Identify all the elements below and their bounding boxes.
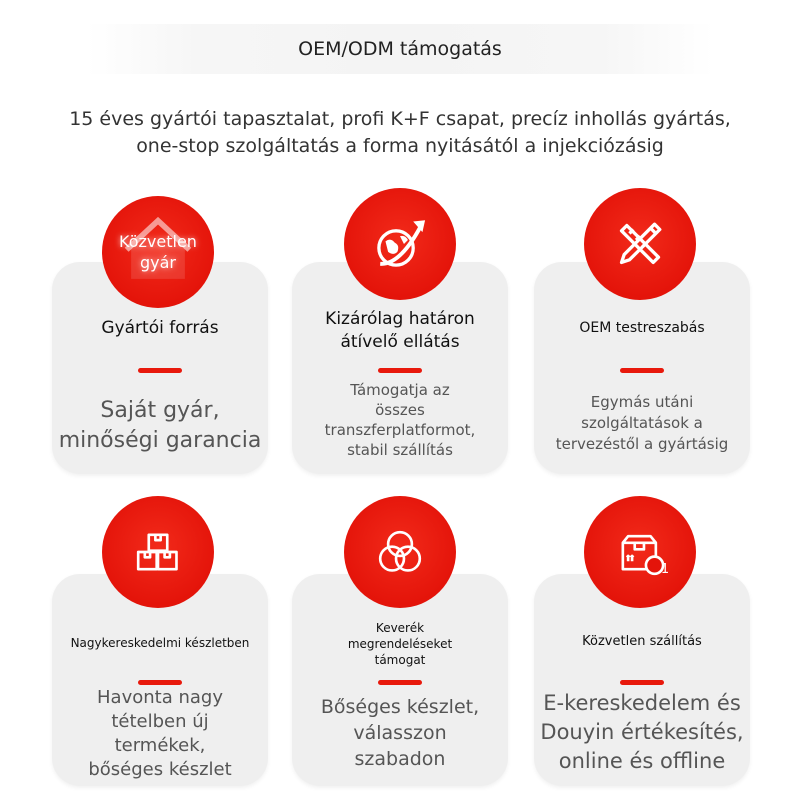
card-desc-line: Douyin értékesítés,: [540, 720, 744, 744]
card-desc-line: szolgáltatások a: [581, 414, 703, 432]
header-bar: [86, 24, 714, 74]
card-title-line: megrendeléseket: [347, 637, 453, 651]
card-title-line: támogat: [374, 653, 426, 667]
card-desc-oem-customization: [534, 392, 750, 455]
card-title-cross-border-supply: [292, 308, 508, 354]
subtitle: [0, 106, 800, 160]
factory-badge-label-1: Közvetlen: [119, 232, 197, 251]
card-title-direct-shipping: Közvetlen szállítás: [582, 634, 702, 649]
card-desc-line: transzferplatformot,: [324, 421, 476, 439]
accent-dash: [138, 368, 182, 373]
card-desc-cross-border-supply: [292, 380, 508, 460]
stacked-boxes-icon: [102, 496, 214, 608]
card-title-wholesale-stock: Nagykereskedelmi készletben: [70, 636, 250, 650]
package-badge-number: 1: [660, 562, 670, 577]
card-desc-line: tételben új: [111, 711, 209, 732]
card-title-mixed-orders: [292, 620, 508, 668]
card-desc-line: E-kereskedelem és: [543, 691, 741, 715]
card-desc-line: bőséges készlet: [88, 759, 232, 780]
accent-dash: [378, 368, 422, 373]
card-title-line: Kizárólag határon: [325, 309, 475, 329]
card-title-oem-customization: OEM testreszabás: [579, 320, 705, 336]
subtitle-line-1: 15 éves gyártói tapasztalat, profi K+F csapat, precíz inhollás gyártás,: [69, 108, 731, 130]
accent-dash: [620, 680, 664, 685]
card-desc-line: online és offline: [558, 749, 726, 773]
card-desc-line: stabil szállítás: [347, 441, 453, 459]
accent-dash: [138, 680, 182, 685]
subtitle-line-2: one-stop szolgáltatás a forma nyitásától a injekciózásig: [136, 135, 664, 157]
card-desc-mixed-orders: [292, 694, 508, 772]
card-desc-line: szabadon: [354, 748, 446, 770]
accent-dash: [620, 368, 664, 373]
card-desc-line: Támogatja az: [350, 381, 450, 399]
card-desc-line: minőségi garancia: [58, 428, 262, 453]
globe-arrow-icon: [344, 188, 456, 300]
card-desc-line: termékek,: [114, 735, 206, 756]
card-desc-line: tervezéstől a gyártásig: [555, 435, 729, 453]
card-desc-line: Havonta nagy: [97, 687, 223, 708]
card-desc-direct-shipping: [520, 689, 764, 776]
factory-badge-icon: [102, 196, 214, 308]
factory-badge-label-2: gyár: [139, 253, 176, 272]
overlapping-circles-icon: [344, 496, 456, 608]
card-desc-line: Bőséges készlet,: [320, 696, 480, 718]
card-title-line: Keverék: [375, 621, 425, 635]
card-desc-manufacturer-source: [30, 396, 290, 456]
card-desc-wholesale-stock: [52, 686, 268, 782]
card-desc-line: összes: [375, 401, 425, 419]
ruler-pencil-icon: [584, 188, 696, 300]
card-title-manufacturer-source: Gyártói forrás: [101, 318, 219, 338]
accent-dash: [378, 680, 422, 685]
card-desc-line: válasszon: [353, 722, 447, 744]
card-desc-line: Egymás utáni: [590, 393, 694, 411]
page-title: OEM/ODM támogatás: [298, 38, 502, 60]
card-title-line: átívelő ellátás: [340, 332, 460, 352]
package-badge-icon: [584, 496, 696, 608]
card-desc-line: Saját gyár,: [100, 398, 220, 423]
